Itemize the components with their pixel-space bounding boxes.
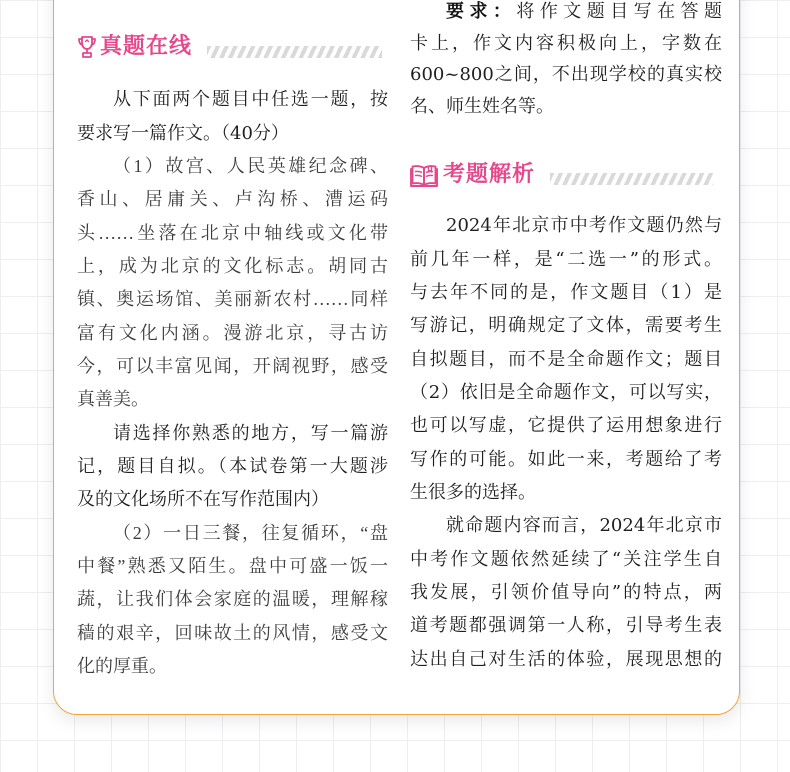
requirements-label: 要求： bbox=[446, 1, 517, 22]
section-header-real-exam bbox=[77, 34, 388, 60]
analysis-line: 就命题内容而言，2024年北京市 bbox=[446, 515, 722, 537]
prompt-1-paragraph bbox=[77, 150, 388, 417]
analysis-line: 与去年不同的是，作文题目（1）是 bbox=[410, 281, 722, 303]
open-book-icon bbox=[410, 162, 438, 192]
analysis-line: 达出自己对生活的体验，展现思想的 bbox=[410, 648, 722, 670]
prompt-1-line: 富有文化内涵。漫游北京，寻古访 bbox=[77, 322, 388, 343]
right-column bbox=[410, 0, 722, 772]
stripe-decoration bbox=[207, 46, 382, 58]
prompt-1-line: 头……坐落在北京中轴线或文化带 bbox=[77, 222, 388, 243]
analysis-line: 道考题都强调第一人称，引导考生表 bbox=[410, 615, 722, 637]
requirements-line bbox=[410, 0, 722, 28]
left-column bbox=[77, 0, 388, 772]
analysis-line: 也可以写虚，它提供了运用想象进行 bbox=[410, 415, 722, 437]
analysis-line: 前几年一样，是“二选一”的形式。 bbox=[410, 248, 722, 270]
section-title: 考题解析 bbox=[443, 162, 536, 187]
prompt-1-task-line: 请选择你熟悉的地方，写一篇游 bbox=[113, 422, 388, 444]
exam-question-body bbox=[77, 83, 388, 683]
prompt-1-line: 上，成为北京的文化标志。胡同古 bbox=[77, 255, 388, 276]
section-title: 真题在线 bbox=[100, 34, 193, 59]
trophy-icon bbox=[77, 35, 97, 63]
prompt-2-line: 中餐”熟悉又陌生。盘中可盛一饭一 bbox=[77, 555, 388, 576]
prompt-2-line: 化的厚重。 bbox=[77, 655, 167, 676]
prompt-1-line: （1）故宫、人民英雄纪念碑、 bbox=[113, 155, 388, 176]
requirements-text: 将作文题目写在答题 bbox=[516, 1, 723, 22]
requirements-paragraph bbox=[410, 0, 722, 122]
analysis-line: 中考作文题依然延续了“关注学生自 bbox=[410, 548, 722, 570]
prompt-1-line: 真善美。 bbox=[77, 389, 149, 410]
prompt-2-paragraph bbox=[77, 517, 388, 684]
prompt-2-line: 蔬，让我们体会家庭的温暖，理解稼 bbox=[77, 589, 388, 610]
prompt-1-line: 今，可以丰富见闻，开阔视野，感受 bbox=[77, 355, 388, 376]
analysis-line: 写游记，明确规定了文体，需要考生 bbox=[410, 315, 722, 337]
intro-line: 要求写一篇作文。（40分） bbox=[77, 122, 289, 144]
analysis-line: （2）依旧是全命题作文，可以写实， bbox=[410, 381, 722, 403]
analysis-paragraph-1 bbox=[410, 209, 722, 509]
requirements-line: 卡上，作文内容积极向上，字数在 bbox=[410, 32, 722, 54]
prompt-1-task-line: 记，题目自拟。（本试卷第一大题涉 bbox=[77, 455, 388, 477]
intro-line: 从下面两个题目中任选一题，按 bbox=[113, 89, 388, 111]
prompt-1-task-paragraph bbox=[77, 417, 388, 517]
prompt-2-line: （2）一日三餐，往复循环，“盘 bbox=[113, 522, 388, 543]
stripe-decoration bbox=[550, 173, 713, 185]
analysis-line: 生很多的选择。 bbox=[410, 481, 536, 503]
analysis-line: 2024年北京市中考作文题仍然与 bbox=[446, 215, 722, 237]
prompt-2-line: 穑的艰辛，回味故土的风情，感受文 bbox=[77, 622, 388, 643]
analysis-paragraph-2 bbox=[410, 509, 722, 676]
prompt-1-task-line: 及的文化场所不在写作范围内） bbox=[77, 489, 329, 511]
intro-paragraph bbox=[77, 83, 388, 150]
analysis-line: 我发展，引领价值导向”的特点，两 bbox=[410, 581, 722, 603]
prompt-1-line: 镇、奥运场馆、美丽新农村……同样 bbox=[77, 289, 388, 310]
prompt-1-line: 香山、居庸关、卢沟桥、漕运码 bbox=[77, 189, 388, 210]
requirements-line: 600~800之间，不出现学校的真实校 bbox=[410, 64, 722, 85]
requirements-line: 名、师生姓名等。 bbox=[410, 95, 554, 117]
analysis-body bbox=[410, 209, 722, 676]
analysis-line: 自拟题目，而不是全命题作文；题目 bbox=[410, 348, 722, 370]
section-header-analysis bbox=[410, 162, 722, 188]
analysis-line: 写作的可能。如此一来，考题给了考 bbox=[410, 448, 722, 470]
